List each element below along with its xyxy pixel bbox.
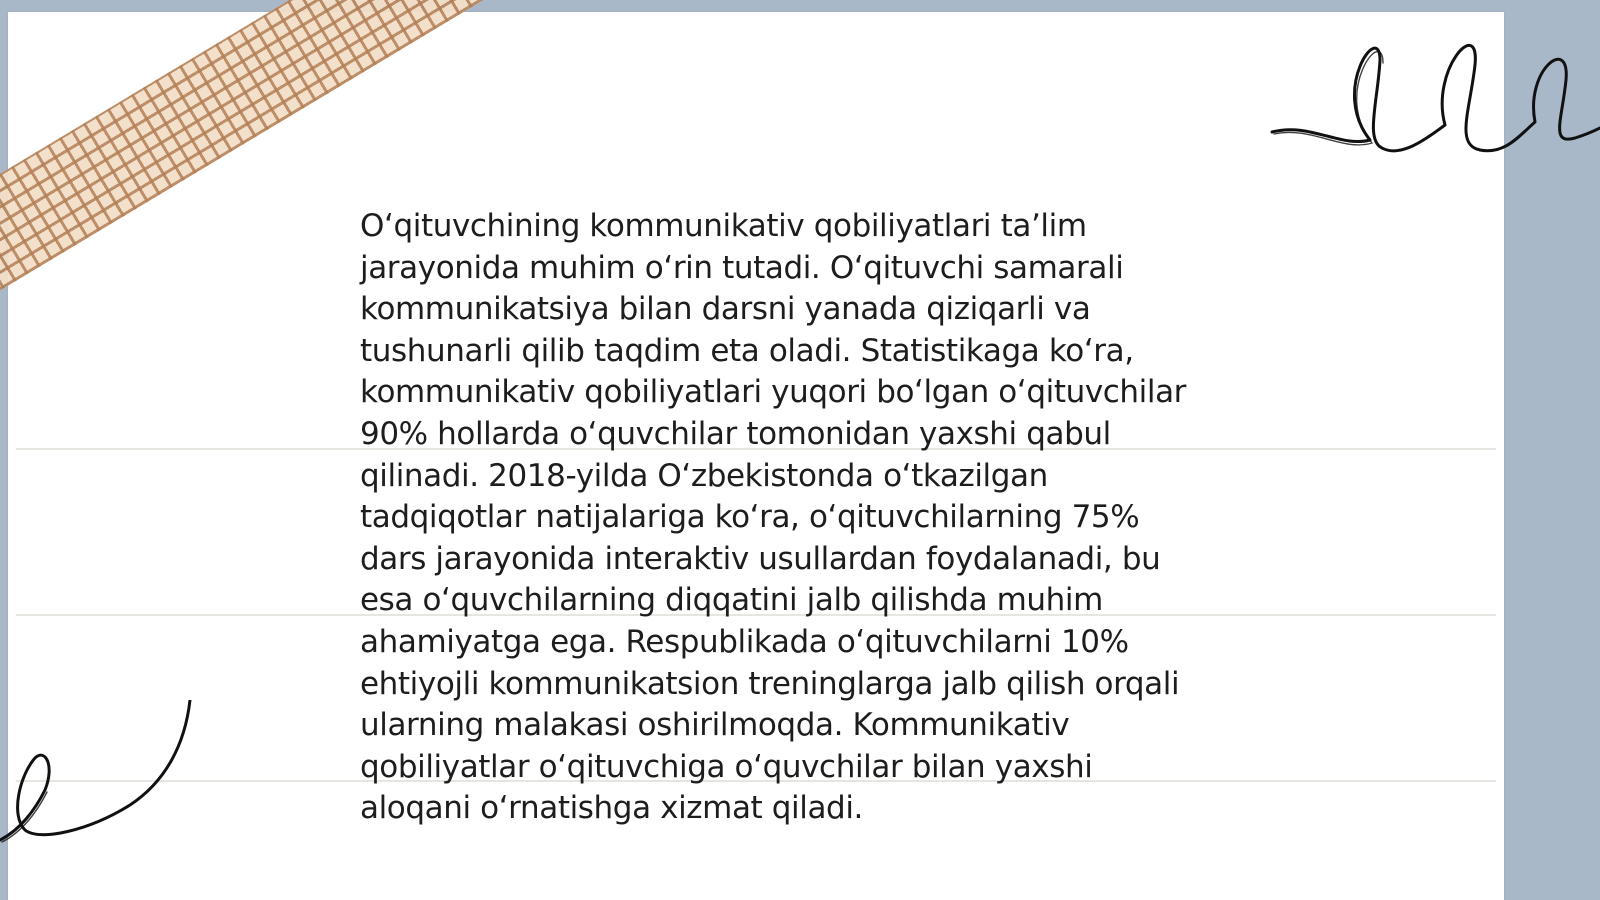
curl-scribble-icon — [0, 700, 200, 860]
body-paragraph: O‘qituvchining kommunikativ qobiliyatlari ta’lim jarayonida muhim o‘rin tutadi. O‘qituvchi samarali kommunikatsiya bilan darsni yanada qiziqarli va tushunarli qilib taqdim eta oladi. Statistikaga ko‘ra, kommunikativ qobiliyatlari yuqori bo‘lgan o‘qituvchilar 90% hollarda o‘quvchilar tomonidan yaxshi qabul qilinadi. 2018-yilda O‘zbekistonda o‘tkazilgan tadqiqotlar natijalariga ko‘ra, o‘qituvchilarning 75% dars jarayonida interaktiv usullardan foydalanadi, bu esa o‘quvchilarning diqqatini jalb qilishda muhim ahamiyatga ega. Respublikada o‘qituvchilarni 10% ehtiyojli kommunikatsion treninglarga jalb qilish orqali ularning malakasi oshirilmoqda. Kommunikativ qobiliyatlar o‘qituvchiga o‘quvchilar bilan yaxshi aloqani o‘rnatishga xizmat qiladi. — [360, 208, 1187, 827]
loop-scribble-icon — [1270, 30, 1600, 160]
